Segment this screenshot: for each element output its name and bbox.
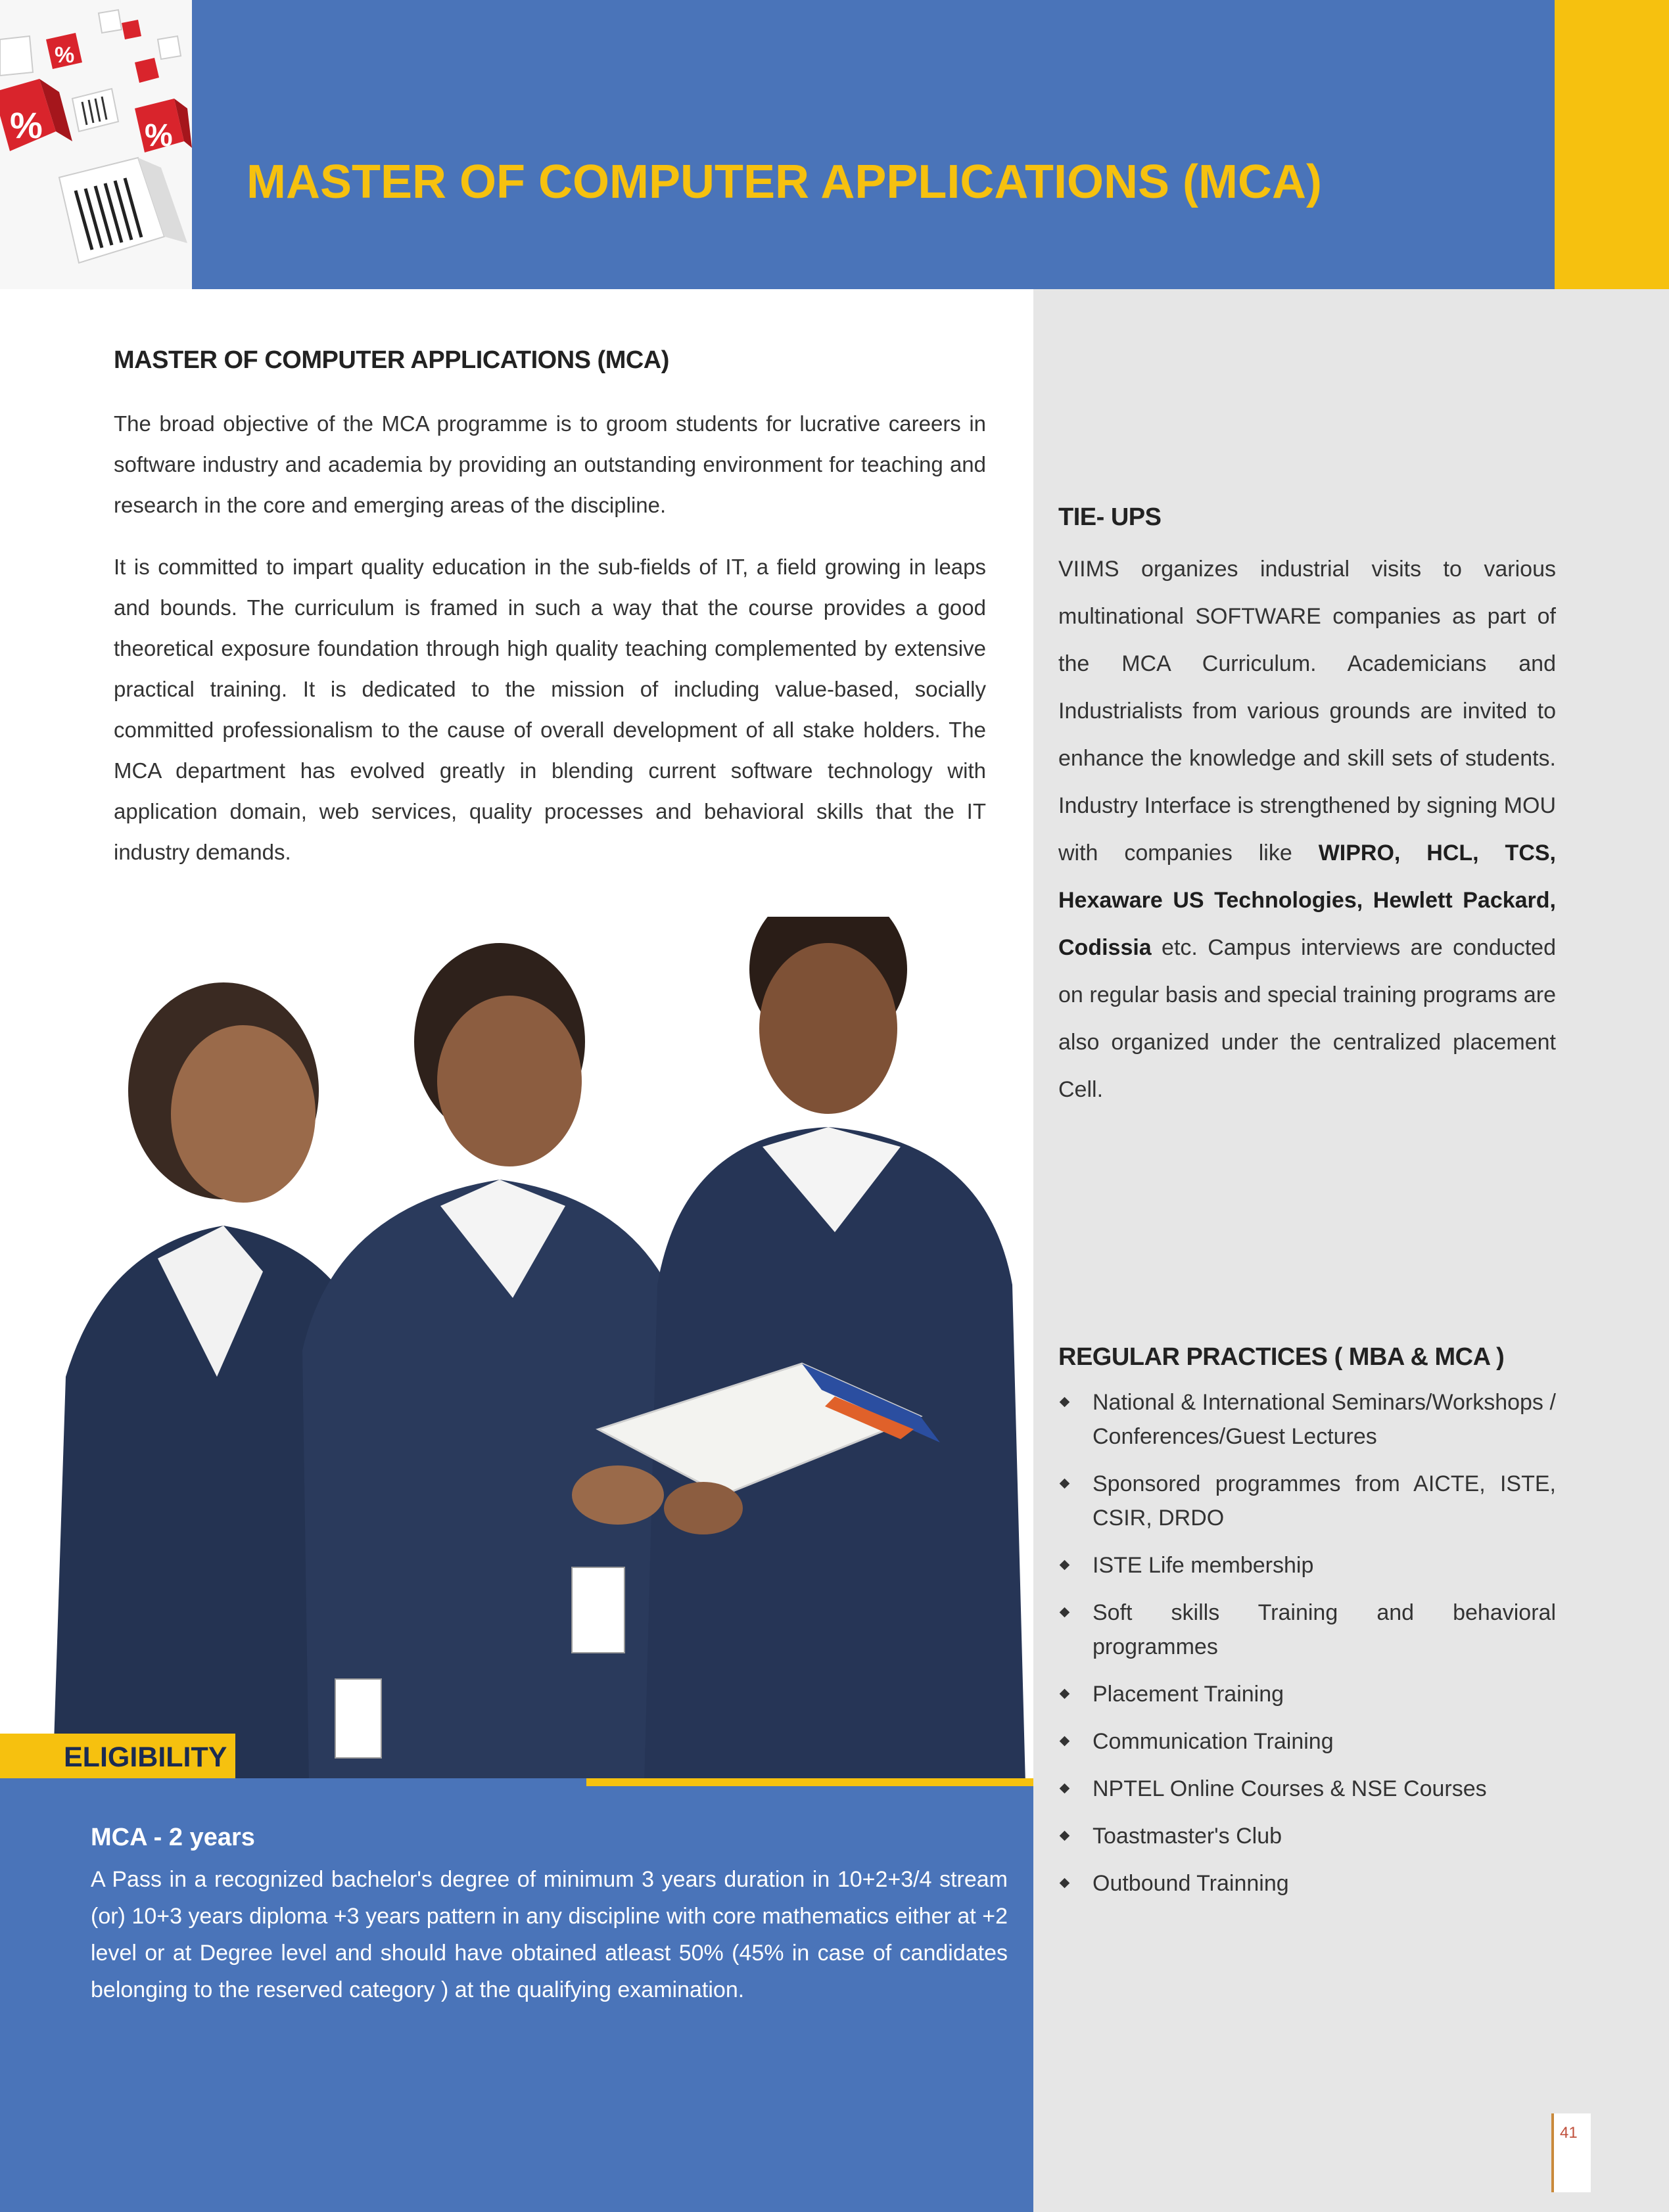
svg-text:%: % [55,43,75,68]
list-item: Communication Training [1058,1724,1556,1759]
svg-text:%: % [145,118,173,153]
list-item: Soft skills Training and behavioral programmes [1058,1596,1556,1664]
list-item: Outbound Trainning [1058,1866,1556,1901]
list-item: National & International Seminars/Workshops / Conferences/Guest Lectures [1058,1385,1556,1454]
page-number: 41 [1560,2124,1578,2142]
eligibility-text: A Pass in a recognized bachelor's degree of minimum 3 years duration in 10+2+3/4 stream (or) 10+3 years diploma +3 years pattern in any discipline with core mathematics either at +2 level or at Degree level and should have obtained atleast 50% (45% in case of candidates belonging to the reserved category ) at the qualifying examination. [91,1867,1008,2002]
students-photo [26,917,1039,1784]
list-item: Sponsored programmes from AICTE, ISTE, CSIR, DRDO [1058,1467,1556,1535]
dice-barcode-illustration [0,0,192,289]
diamond-bullet-icon [1060,1560,1070,1571]
diamond-bullet-icon [1060,1878,1070,1889]
id-card [572,1567,624,1653]
diamond-bullet-icon [1060,1397,1070,1408]
svg-text:%: % [10,104,43,146]
diamond-bullet-icon [1060,1479,1070,1489]
diamond-bullet-icon [1060,1784,1070,1794]
intro-paragraph: The broad objective of the MCA programme is to groom students for lucrative careers in software industry and academia by providing an outstanding environment for teaching and research in the core and emerging areas of the discipline. [114,411,986,517]
diamond-bullet-icon [1060,1736,1070,1747]
diamond-bullet-icon [1060,1689,1070,1699]
student-right [644,917,1025,1784]
regular-practices-list [1058,1385,1556,1914]
tie-ups-companies: WIPRO, HCL, TCS, Hexaware US Technologies, Hewlett Packard, Codissia [1058,841,1556,960]
header-band [192,0,1555,289]
accent-stripe [586,1778,1033,1786]
description-paragraph: It is committed to impart quality education in the sub-fields of IT, a field growing in leaps and bounds. The curriculum is framed in such a way that the course provides a good theoretical exposure foundation through high quality teaching complemented by extensive practical training. It is dedicated to the mission of including value-based, socially committed professionalism to the cause of overall development of all stake holders. The MCA department has evolved greatly in blending current software technology with application domain, web services, quality processes and behavioral skills that the IT industry demands. [114,555,986,864]
tie-ups-title: TIE- UPS [1058,503,1162,531]
id-card [335,1679,381,1758]
list-item: ISTE Life membership [1058,1548,1556,1582]
list-item: Toastmaster's Club [1058,1819,1556,1853]
tie-ups-paragraph [1058,545,1556,1113]
header-dice-image [0,0,192,289]
list-item: Placement Training [1058,1677,1556,1711]
header-accent-tab [1555,0,1669,289]
eligibility-label: ELIGIBILITY [64,1741,227,1773]
page-title: MASTER OF COMPUTER APPLICATIONS (MCA) [247,156,1322,208]
diamond-bullet-icon [1060,1607,1070,1618]
student-middle [302,943,684,1784]
regular-practices-title: REGULAR PRACTICES ( MBA & MCA ) [1058,1343,1505,1371]
eligibility-heading: MCA - 2 years [91,1824,255,1851]
diamond-bullet-icon [1060,1831,1070,1841]
section-title: MASTER OF COMPUTER APPLICATIONS (MCA) [114,346,669,374]
red-die-small-1 [46,33,82,69]
list-item: NPTEL Online Courses & NSE Courses [1058,1772,1556,1806]
tie-ups-text-after: etc. Campus interviews are conducted on regular basis and special training programs are also organized under the centralized placement Cell. [1058,935,1556,1102]
tie-ups-text-before: VIIMS organizes industrial visits to various multinational SOFTWARE companies as part of the MCA Curriculum. Academicians and Industrialists from various grounds are invited to enhance the knowledge and skill sets of students. Industry Interface is strengthened by signing MOU with companies like [1058,557,1556,865]
